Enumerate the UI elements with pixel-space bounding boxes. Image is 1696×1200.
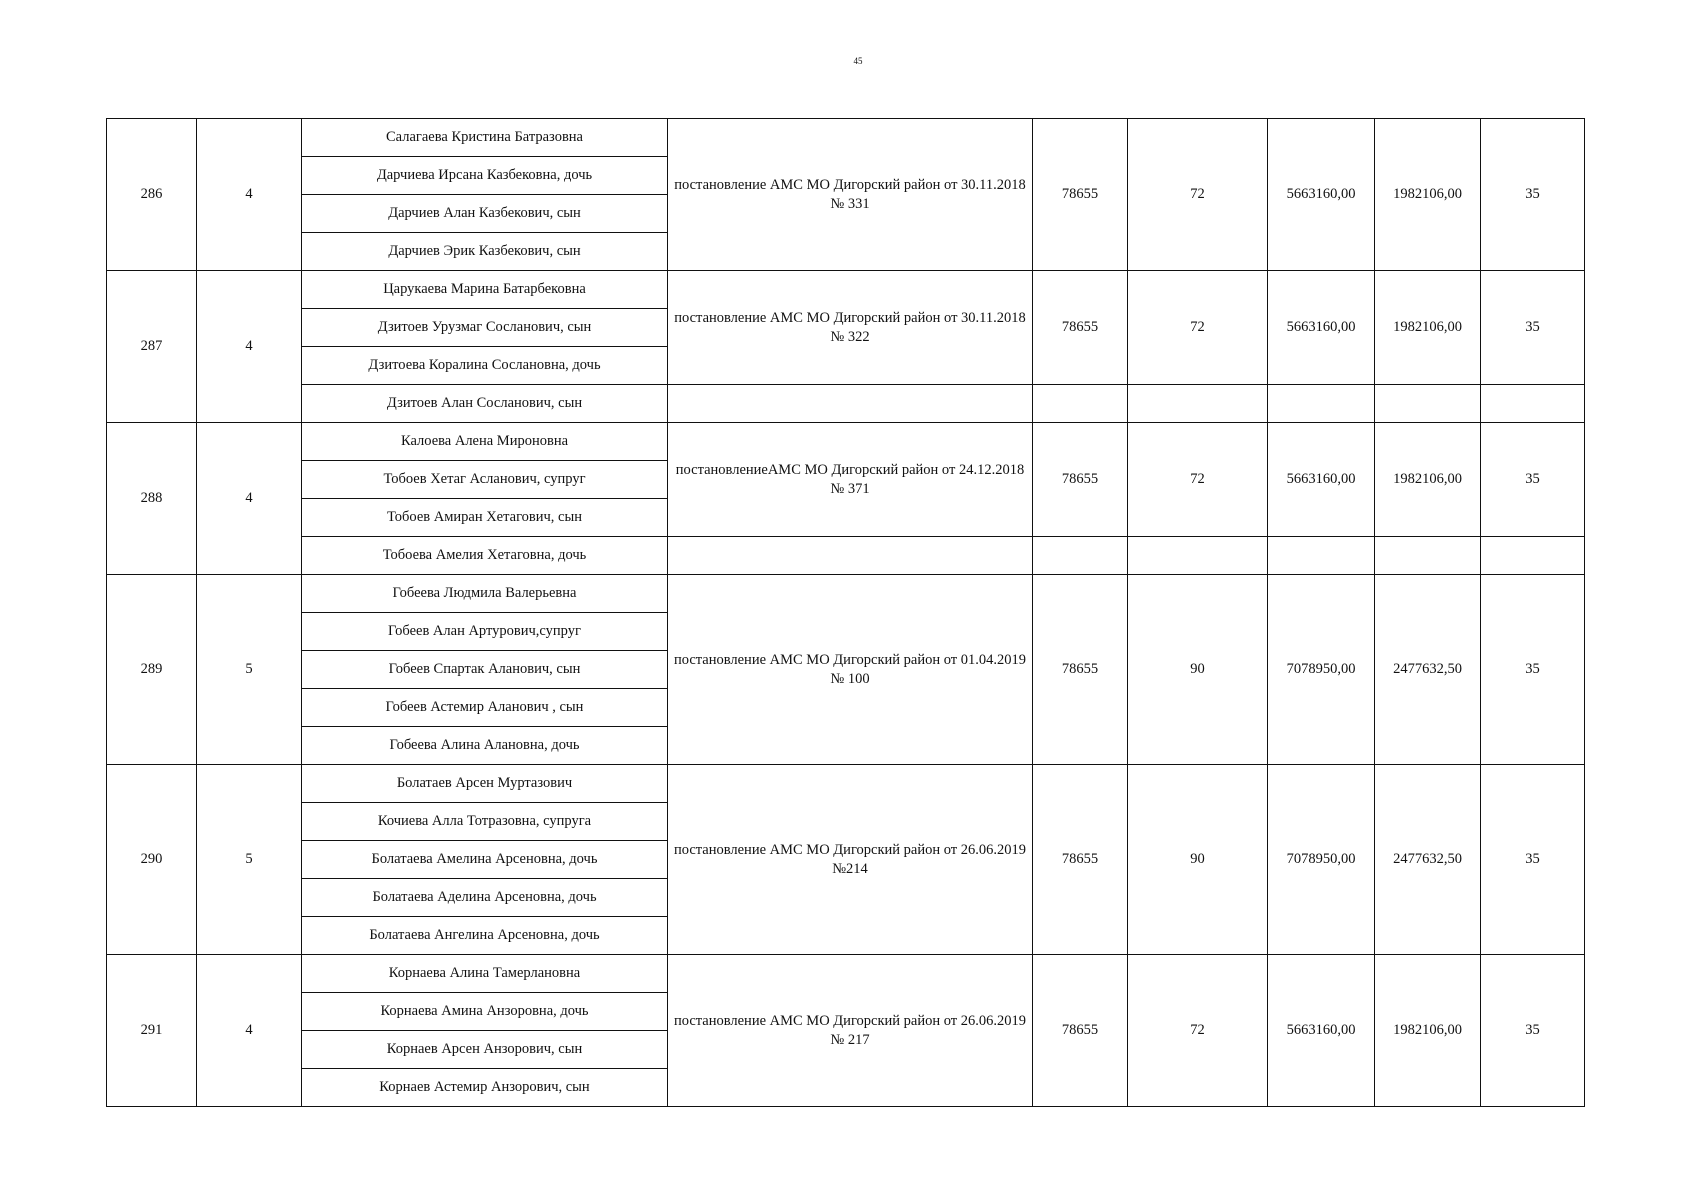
decree-reference: постановление АМС МО Дигорский район от 01.04.2019 № 100 — [668, 575, 1033, 765]
empty-cell — [1268, 537, 1375, 575]
family-member: Гобеев Астемир Аланович , сын — [302, 689, 668, 727]
family-size: 4 — [197, 423, 302, 575]
empty-cell — [1268, 385, 1375, 423]
total-cost: 7078950,00 — [1268, 765, 1375, 955]
subsidy-amount: 2477632,50 — [1375, 765, 1481, 955]
decree-reference: постановление АМС МО Дигорский район от 30.11.2018 № 322 — [668, 271, 1033, 385]
family-member: Тобоев Хетаг Асланович, супруг — [302, 461, 668, 499]
family-member: Дарчиева Ирсана Казбековна, дочь — [302, 157, 668, 195]
area: 72 — [1128, 423, 1268, 537]
empty-cell — [1375, 385, 1481, 423]
family-size: 4 — [197, 955, 302, 1107]
total-cost: 7078950,00 — [1268, 575, 1375, 765]
family-member: Болатаева Ангелина Арсеновна, дочь — [302, 917, 668, 955]
table-row — [107, 765, 1585, 803]
price-per-sqm: 78655 — [1033, 119, 1128, 271]
family-member: Дарчиев Алан Казбекович, сын — [302, 195, 668, 233]
family-member: Дзитоев Алан Сосланович, сын — [302, 385, 668, 423]
row-number: 288 — [107, 423, 197, 575]
decree-reference: постановлениеАМС МО Дигорский район от 24.12.2018 № 371 — [668, 423, 1033, 537]
empty-cell — [668, 537, 1033, 575]
area: 72 — [1128, 271, 1268, 385]
empty-cell — [668, 385, 1033, 423]
subsidy-percent: 35 — [1481, 271, 1585, 385]
empty-cell — [1033, 537, 1128, 575]
price-per-sqm: 78655 — [1033, 575, 1128, 765]
family-member: Гобеев Алан Артурович,супруг — [302, 613, 668, 651]
subsidy-percent: 35 — [1481, 575, 1585, 765]
family-member: Салагаева Кристина Батразовна — [302, 119, 668, 157]
price-per-sqm: 78655 — [1033, 271, 1128, 385]
decree-reference: постановление АМС МО Дигорский район от 26.06.2019 № 217 — [668, 955, 1033, 1107]
family-member: Болатаева Аделина Арсеновна, дочь — [302, 879, 668, 917]
table-row — [107, 955, 1585, 993]
page-number: 45 — [853, 56, 863, 66]
subsidy-amount: 1982106,00 — [1375, 955, 1481, 1107]
table-row — [107, 271, 1585, 309]
subsidy-amount: 1982106,00 — [1375, 271, 1481, 385]
family-member: Кочиева Алла Тотразовна, супруга — [302, 803, 668, 841]
price-per-sqm: 78655 — [1033, 955, 1128, 1107]
family-member: Корнаева Алина Тамерлановна — [302, 955, 668, 993]
family-member: Дзитоев Урузмаг Сосланович, сын — [302, 309, 668, 347]
subsidy-percent: 35 — [1481, 765, 1585, 955]
empty-cell — [1128, 537, 1268, 575]
row-number: 290 — [107, 765, 197, 955]
family-size: 5 — [197, 765, 302, 955]
row-number: 287 — [107, 271, 197, 423]
family-member: Калоева Алена Мироновна — [302, 423, 668, 461]
family-member: Болатаев Арсен Муртазович — [302, 765, 668, 803]
family-member: Дзитоева Коралина Сослановна, дочь — [302, 347, 668, 385]
row-number: 291 — [107, 955, 197, 1107]
row-number: 289 — [107, 575, 197, 765]
row-number: 286 — [107, 119, 197, 271]
total-cost: 5663160,00 — [1268, 119, 1375, 271]
subsidy-percent: 35 — [1481, 423, 1585, 537]
family-member: Гобеева Алина Алановна, дочь — [302, 727, 668, 765]
empty-cell — [1481, 385, 1585, 423]
subsidy-percent: 35 — [1481, 955, 1585, 1107]
table-row — [107, 423, 1585, 461]
registry-table — [106, 118, 1585, 1107]
family-member: Корнаев Астемир Анзорович, сын — [302, 1069, 668, 1107]
total-cost: 5663160,00 — [1268, 423, 1375, 537]
subsidy-percent: 35 — [1481, 119, 1585, 271]
decree-reference: постановление АМС МО Дигорский район от 30.11.2018 № 331 — [668, 119, 1033, 271]
table-row — [107, 119, 1585, 157]
subsidy-amount: 2477632,50 — [1375, 575, 1481, 765]
family-member: Гобеев Спартак Аланович, сын — [302, 651, 668, 689]
subsidy-amount: 1982106,00 — [1375, 119, 1481, 271]
family-member: Тобоев Амиран Хетагович, сын — [302, 499, 668, 537]
family-member: Корнаев Арсен Анзорович, сын — [302, 1031, 668, 1069]
price-per-sqm: 78655 — [1033, 423, 1128, 537]
family-member: Дарчиев Эрик Казбекович, сын — [302, 233, 668, 271]
price-per-sqm: 78655 — [1033, 765, 1128, 955]
total-cost: 5663160,00 — [1268, 955, 1375, 1107]
family-member: Тобоева Амелия Хетаговна, дочь — [302, 537, 668, 575]
empty-cell — [1128, 385, 1268, 423]
decree-reference: постановление АМС МО Дигорский район от 26.06.2019 №214 — [668, 765, 1033, 955]
family-member: Царукаева Марина Батарбековна — [302, 271, 668, 309]
total-cost: 5663160,00 — [1268, 271, 1375, 385]
empty-cell — [1481, 537, 1585, 575]
family-member: Болатаева Амелина Арсеновна, дочь — [302, 841, 668, 879]
area: 90 — [1128, 575, 1268, 765]
area: 72 — [1128, 955, 1268, 1107]
area: 90 — [1128, 765, 1268, 955]
family-member: Гобеева Людмила Валерьевна — [302, 575, 668, 613]
empty-cell — [1033, 385, 1128, 423]
family-member: Корнаева Амина Анзоровна, дочь — [302, 993, 668, 1031]
family-size: 4 — [197, 271, 302, 423]
table-row — [107, 575, 1585, 613]
family-size: 5 — [197, 575, 302, 765]
family-size: 4 — [197, 119, 302, 271]
area: 72 — [1128, 119, 1268, 271]
subsidy-amount: 1982106,00 — [1375, 423, 1481, 537]
empty-cell — [1375, 537, 1481, 575]
